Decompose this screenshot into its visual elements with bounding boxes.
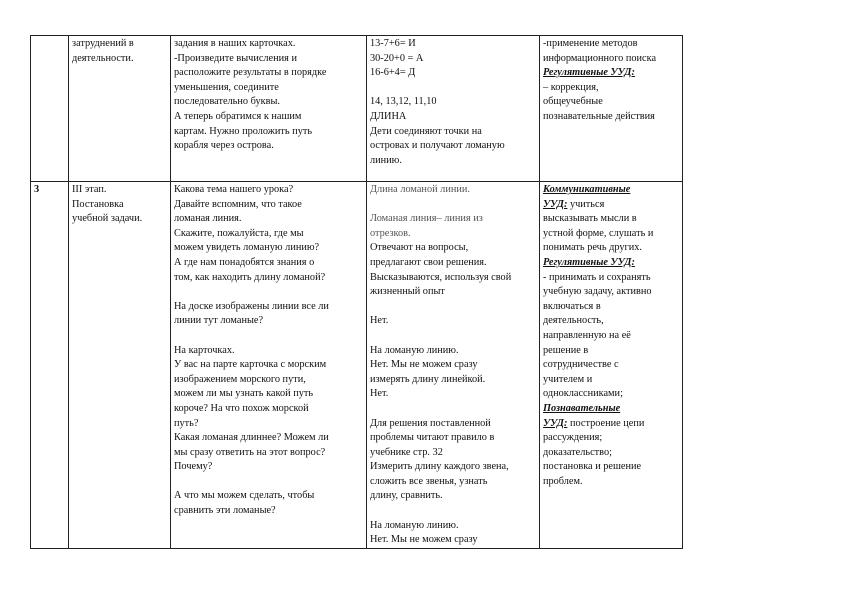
text-fragment: проблем. <box>543 475 583 487</box>
text-line: короче? На что похож морской <box>174 402 309 414</box>
text-fragment: понимать речь других. <box>543 242 642 254</box>
text-fragment: доказательство; <box>543 446 612 458</box>
text-fragment: познавательные действия <box>543 110 655 122</box>
text-line: путь? <box>174 417 199 429</box>
text-line <box>543 387 679 402</box>
student-activity-cell <box>367 182 540 549</box>
text-line: 13-7+6= И <box>370 38 416 49</box>
text-line <box>370 373 536 388</box>
text-fragment: Измерить длину каждого звена, <box>370 461 509 473</box>
text-fragment: -применение методов <box>543 38 638 49</box>
text-line <box>370 183 536 198</box>
text-line <box>370 212 536 227</box>
text-line: ДЛИНА <box>370 110 407 122</box>
text-line <box>370 402 536 417</box>
text-line <box>370 387 536 402</box>
text-line <box>543 66 679 81</box>
lesson-plan-table <box>30 35 683 549</box>
student-activity-cell <box>367 36 540 182</box>
text-line: линию. <box>370 154 402 166</box>
text-line: А что мы можем сделать, чтобы <box>174 490 315 502</box>
text-line <box>174 285 363 300</box>
text-line <box>370 431 536 446</box>
text-line: задания в наших карточках. <box>174 38 296 49</box>
text-fragment: построение цепи <box>567 417 645 429</box>
step-number-cell: 3 <box>31 182 69 549</box>
text-line <box>370 256 536 271</box>
text-fragment: учиться <box>567 198 605 210</box>
text-fragment: Отвечают на вопросы, <box>370 242 469 254</box>
text-fragment: включаться в <box>543 300 601 312</box>
text-fragment: направленную на её <box>543 329 631 341</box>
text-line: островах и получают ломаную <box>370 140 505 152</box>
text-line <box>543 460 679 475</box>
text-line: Постановка <box>72 198 124 210</box>
text-fragment: проблемы читают правило в <box>370 432 495 444</box>
text-line <box>370 81 536 96</box>
teacher-activity-cell <box>171 182 367 549</box>
text-line: изображением морского пути, <box>174 373 306 385</box>
text-fragment: На ломаную линию. <box>370 344 459 356</box>
text-line: 30-20+0 = А <box>370 52 424 64</box>
step-number-cell <box>31 36 69 182</box>
text-line <box>370 358 536 373</box>
text-line <box>370 460 536 475</box>
text-fragment: информационного поиска <box>543 52 657 64</box>
text-line: Почему? <box>174 461 213 473</box>
text-line: последовательно буквы. <box>174 96 280 108</box>
text-fragment: учителем и <box>543 373 593 385</box>
text-line <box>543 271 679 286</box>
text-line <box>370 504 536 519</box>
text-line <box>543 183 679 198</box>
text-line: корабля через острова. <box>174 140 274 152</box>
text-line <box>370 329 536 344</box>
text-fragment: Нет. <box>370 388 389 400</box>
text-line <box>370 489 536 504</box>
stage-cell <box>69 36 171 182</box>
text-line: затруднений в <box>72 38 134 49</box>
teacher-activity-cell <box>171 36 367 182</box>
text-line <box>543 198 679 213</box>
text-fragment: Для решения поставленной <box>370 417 491 429</box>
text-line <box>543 314 679 329</box>
table-row <box>31 36 683 182</box>
text-fragment: - принимать и сохранять <box>543 271 651 283</box>
text-fragment: рассуждения; <box>543 432 603 444</box>
uud-heading: Коммуникативные <box>543 184 631 195</box>
text-fragment: Ломаная линия– линия из <box>370 213 483 225</box>
text-fragment: жизненный опыт <box>370 286 445 298</box>
text-fragment: Нет. Мы не можем сразу <box>370 534 478 546</box>
text-fragment: устной форме, слушать и <box>543 227 654 239</box>
text-line: учебной задачи. <box>72 213 143 225</box>
text-fragment: одноклассниками; <box>543 388 623 400</box>
uud-cell <box>540 182 683 549</box>
text-line: А где нам понадобятся знания о <box>174 256 315 268</box>
text-line <box>543 402 679 417</box>
uud-cell <box>540 36 683 182</box>
text-line <box>543 81 679 96</box>
text-line <box>174 475 363 490</box>
text-fragment: постановка и решение <box>543 461 642 473</box>
text-line <box>543 256 679 271</box>
text-line: уменьшения, соедините <box>174 81 279 93</box>
text-line <box>370 227 536 242</box>
text-line <box>370 344 536 359</box>
text-line: 16-6+4= Д <box>370 67 416 79</box>
text-line: линии тут ломаные? <box>174 315 264 327</box>
text-line: Давайте вспомним, что такое <box>174 198 302 210</box>
text-fragment: деятельность, <box>543 315 604 327</box>
text-line: деятельности. <box>72 52 134 64</box>
text-fragment: сложить все звенья, узнать <box>370 475 488 487</box>
text-line: -Произведите вычисления и <box>174 52 297 64</box>
stage-cell <box>69 182 171 549</box>
text-line <box>543 212 679 227</box>
text-line: можем увидеть ломаную линию? <box>174 242 320 254</box>
text-fragment: общеучебные <box>543 96 603 108</box>
text-line <box>543 285 679 300</box>
text-line: У вас на парте карточка с морским <box>174 359 327 371</box>
text-line <box>370 300 536 315</box>
text-line: ломаная линия. <box>174 213 242 225</box>
text-fragment: длину, сравнить. <box>370 490 443 502</box>
text-fragment: учебнике стр. 32 <box>370 446 443 458</box>
text-line <box>370 271 536 286</box>
text-line <box>370 533 536 548</box>
text-line <box>543 95 679 110</box>
text-fragment: Нет. Мы не можем сразу <box>370 359 478 371</box>
text-line <box>543 431 679 446</box>
text-line <box>370 475 536 490</box>
text-line: сравнить эти ломаные? <box>174 505 276 517</box>
text-line <box>543 475 679 490</box>
text-line: картам. Нужно проложить путь <box>174 125 313 137</box>
text-fragment: решение в <box>543 344 589 356</box>
text-line <box>543 373 679 388</box>
text-fragment: учебную задачу, активно <box>543 286 652 298</box>
text-line <box>543 344 679 359</box>
text-fragment: Нет. <box>370 315 389 327</box>
text-line <box>370 198 536 213</box>
text-fragment: – коррекция, <box>543 81 599 93</box>
text-line <box>543 300 679 315</box>
uud-heading: Познавательные <box>543 402 621 414</box>
text-line: Какая ломаная длиннее? Можем ли <box>174 432 329 444</box>
text-fragment: предлагают свои решения. <box>370 256 487 268</box>
table-row <box>31 182 683 549</box>
text-line <box>370 314 536 329</box>
text-line: Дети соединяют точки на <box>370 125 482 137</box>
text-line: Скажите, пожалуйста, где мы <box>174 227 304 239</box>
text-fragment: измерять длину линейкой. <box>370 373 486 385</box>
text-line <box>543 358 679 373</box>
text-line <box>370 241 536 256</box>
uud-heading: Регулятивные УУД: <box>543 67 635 79</box>
text-fragment: отрезков. <box>370 227 411 239</box>
text-line <box>543 446 679 461</box>
text-line: том, как находить длину ломаной? <box>174 271 326 283</box>
text-line <box>543 227 679 242</box>
text-fragment: высказывать мысли в <box>543 213 637 225</box>
text-line: можем ли мы узнать какой путь <box>174 388 314 400</box>
text-line <box>370 285 536 300</box>
text-line: На доске изображены линии все ли <box>174 300 329 312</box>
uud-heading: УУД: <box>543 198 568 210</box>
text-line <box>174 329 363 344</box>
text-line <box>543 241 679 256</box>
text-fragment: сотрудничестве с <box>543 359 619 371</box>
text-line <box>543 329 679 344</box>
text-fragment: На ломаную линию. <box>370 519 459 531</box>
text-line: 14, 13,12, 11,10 <box>370 96 437 108</box>
text-line: А теперь обратимся к нашим <box>174 110 302 122</box>
text-fragment: Длина ломаной линии. <box>370 184 470 195</box>
text-line <box>370 417 536 432</box>
text-line: мы сразу ответить на этот вопрос? <box>174 446 326 458</box>
text-line <box>543 417 679 432</box>
text-fragment: Высказываются, используя свой <box>370 271 512 283</box>
uud-heading: УУД: <box>543 417 568 429</box>
text-line <box>543 52 679 67</box>
text-line: На карточках. <box>174 344 235 356</box>
text-line <box>543 37 679 52</box>
text-line: расположите результаты в порядке <box>174 67 327 79</box>
uud-heading: Регулятивные УУД: <box>543 256 635 268</box>
text-line <box>543 110 679 125</box>
text-line: Какова тема нашего урока? <box>174 184 294 195</box>
text-line <box>370 446 536 461</box>
text-line: III этап. <box>72 184 107 195</box>
text-line <box>370 519 536 534</box>
